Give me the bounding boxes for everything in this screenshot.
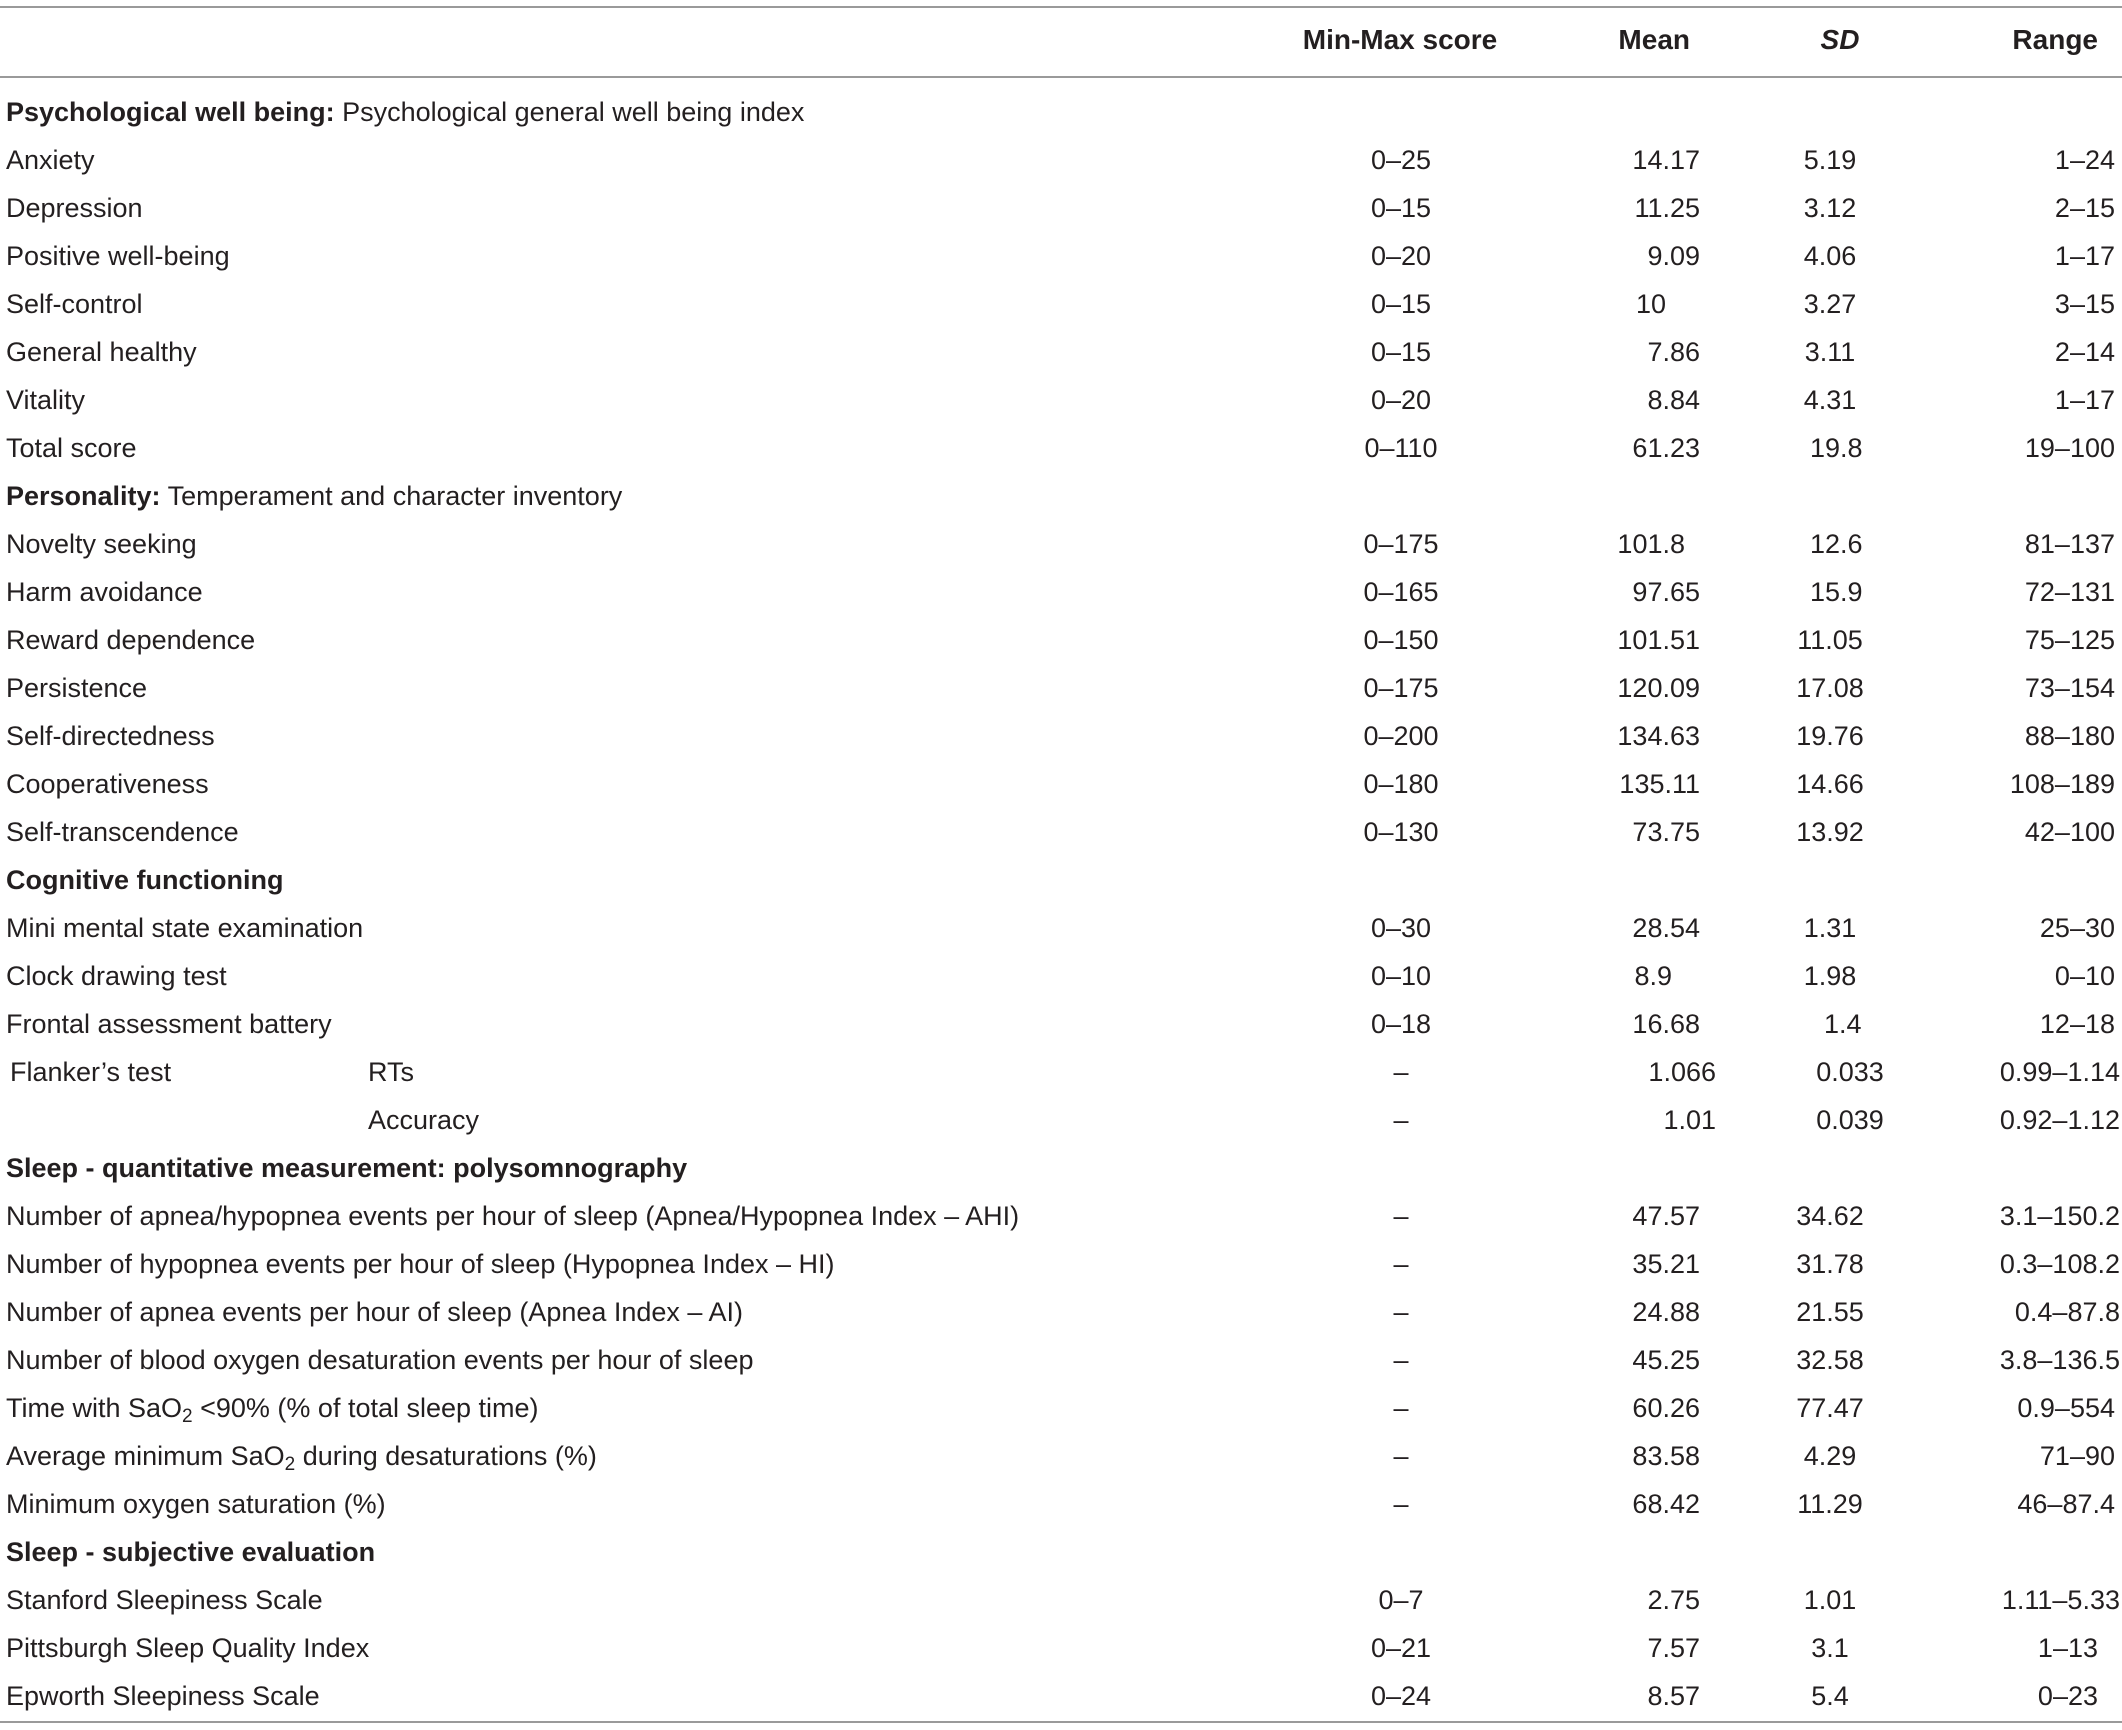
section-personality xyxy=(0,472,2122,520)
row-mean: 1.066 xyxy=(1648,1057,1716,1087)
row-minmax: – xyxy=(1393,1297,1409,1327)
row-range: 88–180 xyxy=(2024,721,2115,751)
row-range: 1–17 xyxy=(2054,385,2115,415)
row-sd: 5.4 xyxy=(1811,1681,1849,1711)
row-minmax: 0–175 xyxy=(1363,529,1439,559)
row-mean: 11.25 xyxy=(1634,193,1700,223)
section-title: Psychological well being: xyxy=(6,97,335,127)
row-minmax: 0–165 xyxy=(1363,577,1439,607)
row-range: 81–137 xyxy=(2024,529,2115,559)
row-range: 1–17 xyxy=(2054,241,2115,271)
row-minmax: 0–30 xyxy=(1370,913,1432,943)
row-sd: 21.55 xyxy=(1796,1297,1864,1327)
row-minmax: 0–180 xyxy=(1363,769,1439,799)
section-title: Personality: xyxy=(6,481,161,511)
row-label: Average minimum SaO$_2$ during desaturations (%) xyxy=(6,1441,597,1475)
row-sd: 3.12 xyxy=(1803,193,1857,223)
row-range: 1–24 xyxy=(2054,145,2115,175)
header-range: Range xyxy=(2012,24,2098,55)
row-minmax: 0–10 xyxy=(1370,961,1432,991)
row-mean: 120.09 xyxy=(1617,673,1700,703)
row-minmax: – xyxy=(1393,1249,1409,1279)
row-label: Time with SaO$_2$ <90% (% of total sleep time) xyxy=(6,1393,539,1427)
row-minmax: 0–200 xyxy=(1363,721,1439,751)
row-sd: 19.76 xyxy=(1796,721,1864,751)
table-row xyxy=(0,328,2122,376)
row-mean: 2.75 xyxy=(1647,1585,1700,1615)
header-minmax: Min-Max score xyxy=(1302,24,1498,55)
row-sd: 11.05 xyxy=(1797,625,1863,655)
row-label: Number of blood oxygen desaturation events per hour of sleep xyxy=(6,1345,754,1375)
row-mean: 97.65 xyxy=(1632,577,1700,607)
row-range: 0.92–1.12 xyxy=(1999,1105,2120,1135)
row-minmax: 0–20 xyxy=(1370,385,1432,415)
header-sd: SD xyxy=(1820,24,1860,55)
table-row xyxy=(0,1384,2122,1432)
row-sublabel: RTs xyxy=(368,1057,415,1087)
table-row xyxy=(0,1096,2122,1144)
row-range: 3.1–150.2 xyxy=(1999,1201,2120,1231)
table-row xyxy=(0,808,2122,856)
table-row xyxy=(0,1000,2122,1048)
row-label: Number of apnea events per hour of sleep (Apnea Index – AI) xyxy=(6,1297,743,1327)
row-label: Vitality xyxy=(6,385,86,415)
row-label: Positive well-being xyxy=(6,241,230,271)
row-range: 19–100 xyxy=(2024,433,2115,463)
row-range: 0.99–1.14 xyxy=(1999,1057,2120,1087)
row-label: Depression xyxy=(6,193,143,223)
row-mean: 1.01 xyxy=(1663,1105,1716,1135)
row-mean: 24.88 xyxy=(1632,1297,1700,1327)
row-mean: 73.75 xyxy=(1632,817,1700,847)
table-row xyxy=(0,760,2122,808)
row-range: 3–15 xyxy=(2054,289,2115,319)
section-title: Cognitive functioning xyxy=(6,865,284,895)
row-minmax: 0–24 xyxy=(1370,1681,1432,1711)
row-range: 42–100 xyxy=(2024,817,2115,847)
table-row xyxy=(0,712,2122,760)
row-range: 71–90 xyxy=(2039,1441,2115,1471)
table-row xyxy=(0,1240,2122,1288)
row-sd: 1.31 xyxy=(1803,913,1857,943)
row-sd: 4.06 xyxy=(1803,241,1857,271)
row-label: Minimum oxygen saturation (%) xyxy=(6,1489,386,1519)
section-title: Sleep - quantitative measurement: polysomnography xyxy=(6,1153,688,1183)
table-row xyxy=(0,1672,2122,1720)
row-range: 0.9–554 xyxy=(2017,1393,2115,1423)
row-mean: 101.8 xyxy=(1617,529,1685,559)
table-row xyxy=(0,1192,2122,1240)
row-range: 1–13 xyxy=(2037,1633,2098,1663)
row-label: Self-control xyxy=(6,289,143,319)
row-mean: 45.25 xyxy=(1632,1345,1700,1375)
row-range: 12–18 xyxy=(2039,1009,2115,1039)
table-row xyxy=(0,904,2122,952)
row-sd: 1.98 xyxy=(1803,961,1857,991)
row-range: 46–87.4 xyxy=(2017,1489,2115,1519)
row-label: Persistence xyxy=(6,673,148,703)
row-sd: 4.31 xyxy=(1803,385,1857,415)
row-label: Reward dependence xyxy=(6,625,256,655)
row-mean: 134.63 xyxy=(1617,721,1700,751)
row-mean: 60.26 xyxy=(1632,1393,1700,1423)
table-header-row xyxy=(0,16,2122,64)
table-row xyxy=(0,568,2122,616)
row-mean: 8.84 xyxy=(1647,385,1700,415)
row-minmax: 0–15 xyxy=(1370,289,1432,319)
row-minmax: 0–110 xyxy=(1364,433,1438,463)
row-label: Mini mental state examination xyxy=(6,913,364,943)
row-sd: 15.9 xyxy=(1810,577,1863,607)
row-sd: 19.8 xyxy=(1810,433,1863,463)
row-label: Novelty seeking xyxy=(6,529,197,559)
row-minmax: 0–21 xyxy=(1370,1633,1432,1663)
table-row xyxy=(0,952,2122,1000)
row-range: 73–154 xyxy=(2024,673,2115,703)
row-mean: 61.23 xyxy=(1632,433,1700,463)
row-sd: 0.039 xyxy=(1816,1105,1884,1135)
table-row xyxy=(0,1336,2122,1384)
row-sd: 11.29 xyxy=(1797,1489,1863,1519)
section-sleep-quantitative xyxy=(0,1144,2122,1192)
row-minmax: 0–25 xyxy=(1370,145,1432,175)
row-label: Pittsburgh Sleep Quality Index xyxy=(6,1633,370,1663)
row-label: Stanford Sleepiness Scale xyxy=(6,1585,323,1615)
table-row xyxy=(0,1432,2122,1480)
row-minmax: – xyxy=(1393,1201,1409,1231)
row-range: 0.3–108.2 xyxy=(1999,1249,2120,1279)
row-range: 2–14 xyxy=(2054,337,2115,367)
table-row xyxy=(0,1480,2122,1528)
row-sd: 13.92 xyxy=(1796,817,1864,847)
row-mean: 8.57 xyxy=(1647,1681,1700,1711)
row-range: 0–23 xyxy=(2037,1681,2098,1711)
row-minmax: – xyxy=(1393,1345,1409,1375)
row-sublabel: Accuracy xyxy=(368,1105,480,1135)
table-header-rule xyxy=(0,76,2122,78)
section-psychological-well-being xyxy=(0,88,2122,136)
row-minmax: 0–150 xyxy=(1363,625,1439,655)
section-cognitive-functioning xyxy=(0,856,2122,904)
row-label: Number of hypopnea events per hour of sleep (Hypopnea Index – HI) xyxy=(6,1249,835,1279)
row-mean: 28.54 xyxy=(1632,913,1700,943)
row-mean: 7.57 xyxy=(1647,1633,1700,1663)
row-label: General healthy xyxy=(6,337,197,367)
row-label: Frontal assessment battery xyxy=(6,1009,332,1039)
row-minmax: – xyxy=(1393,1441,1409,1471)
row-minmax: – xyxy=(1393,1105,1409,1135)
row-minmax: 0–175 xyxy=(1363,673,1439,703)
row-sd: 0.033 xyxy=(1816,1057,1884,1087)
row-mean: 47.57 xyxy=(1632,1201,1700,1231)
section-title: Sleep - subjective evaluation xyxy=(6,1537,376,1567)
row-minmax: 0–15 xyxy=(1370,193,1432,223)
table-top-rule xyxy=(0,6,2122,8)
row-sd: 12.6 xyxy=(1810,529,1863,559)
row-label: Epworth Sleepiness Scale xyxy=(6,1681,320,1711)
row-range: 0.4–87.8 xyxy=(2014,1297,2120,1327)
row-label: Cooperativeness xyxy=(6,769,209,799)
row-range: 108–189 xyxy=(2009,769,2115,799)
row-mean: 7.86 xyxy=(1647,337,1700,367)
section-subtitle: Psychological general well being index xyxy=(334,97,805,127)
row-sd: 14.66 xyxy=(1796,769,1864,799)
row-range: 1.11–5.33 xyxy=(2001,1585,2120,1615)
row-mean: 9.09 xyxy=(1647,241,1700,271)
row-minmax: 0–15 xyxy=(1370,337,1432,367)
table-row xyxy=(0,232,2122,280)
row-mean: 101.51 xyxy=(1617,625,1700,655)
row-sd: 5.19 xyxy=(1803,145,1857,175)
row-mean: 8.9 xyxy=(1634,961,1672,991)
table-row xyxy=(0,1576,2122,1624)
header-mean: Mean xyxy=(1618,24,1690,55)
row-mean: 135.11 xyxy=(1619,769,1700,799)
row-label: Harm avoidance xyxy=(6,577,203,607)
table-row xyxy=(0,280,2122,328)
row-range: 0–10 xyxy=(2054,961,2115,991)
row-label: Self-directedness xyxy=(6,721,215,751)
row-minmax: 0–130 xyxy=(1363,817,1439,847)
row-minmax: – xyxy=(1393,1057,1409,1087)
row-range: 72–131 xyxy=(2024,577,2115,607)
row-minmax: 0–18 xyxy=(1370,1009,1432,1039)
row-minmax: 0–7 xyxy=(1378,1585,1424,1615)
row-sd: 1.01 xyxy=(1803,1585,1857,1615)
row-label: Number of apnea/hypopnea events per hour of sleep (Apnea/Hypopnea Index – AHI) xyxy=(6,1201,1020,1231)
table-row xyxy=(0,136,2122,184)
row-sd: 3.1 xyxy=(1811,1633,1849,1663)
row-mean: 16.68 xyxy=(1632,1009,1700,1039)
row-range: 2–15 xyxy=(2054,193,2115,223)
row-mean: 10 xyxy=(1635,289,1666,319)
section-subtitle: Temperament and character inventory xyxy=(160,481,623,511)
table-row xyxy=(0,616,2122,664)
row-mean: 14.17 xyxy=(1632,145,1700,175)
table-row xyxy=(0,424,2122,472)
row-range: 25–30 xyxy=(2039,913,2115,943)
row-sd: 3.11 xyxy=(1804,337,1856,367)
table-row xyxy=(0,1048,2122,1096)
row-minmax: 0–20 xyxy=(1370,241,1432,271)
table-row xyxy=(0,520,2122,568)
row-sd: 32.58 xyxy=(1796,1345,1864,1375)
table-row xyxy=(0,1624,2122,1672)
section-sleep-subjective xyxy=(0,1528,2122,1576)
row-sd: 4.29 xyxy=(1803,1441,1857,1471)
row-minmax: – xyxy=(1393,1489,1409,1519)
row-label: Self-transcendence xyxy=(6,817,239,847)
row-sd: 77.47 xyxy=(1796,1393,1864,1423)
row-sd: 17.08 xyxy=(1796,673,1864,703)
row-mean: 35.21 xyxy=(1632,1249,1700,1279)
row-range: 75–125 xyxy=(2024,625,2115,655)
row-sd: 3.27 xyxy=(1803,289,1857,319)
row-range: 3.8–136.5 xyxy=(1999,1345,2120,1375)
row-minmax: – xyxy=(1393,1393,1409,1423)
row-mean: 68.42 xyxy=(1632,1489,1700,1519)
table-bottom-rule xyxy=(0,1721,2122,1723)
table-row xyxy=(0,376,2122,424)
table-row xyxy=(0,664,2122,712)
row-label: Flanker’s test xyxy=(10,1057,172,1087)
row-sd: 34.62 xyxy=(1796,1201,1864,1231)
row-label: Total score xyxy=(6,433,137,463)
row-label: Clock drawing test xyxy=(6,961,227,991)
row-sd: 1.4 xyxy=(1824,1009,1862,1039)
row-mean: 83.58 xyxy=(1632,1441,1700,1471)
table-row xyxy=(0,184,2122,232)
table-row xyxy=(0,1288,2122,1336)
row-label: Anxiety xyxy=(6,145,95,175)
row-sd: 31.78 xyxy=(1796,1249,1864,1279)
